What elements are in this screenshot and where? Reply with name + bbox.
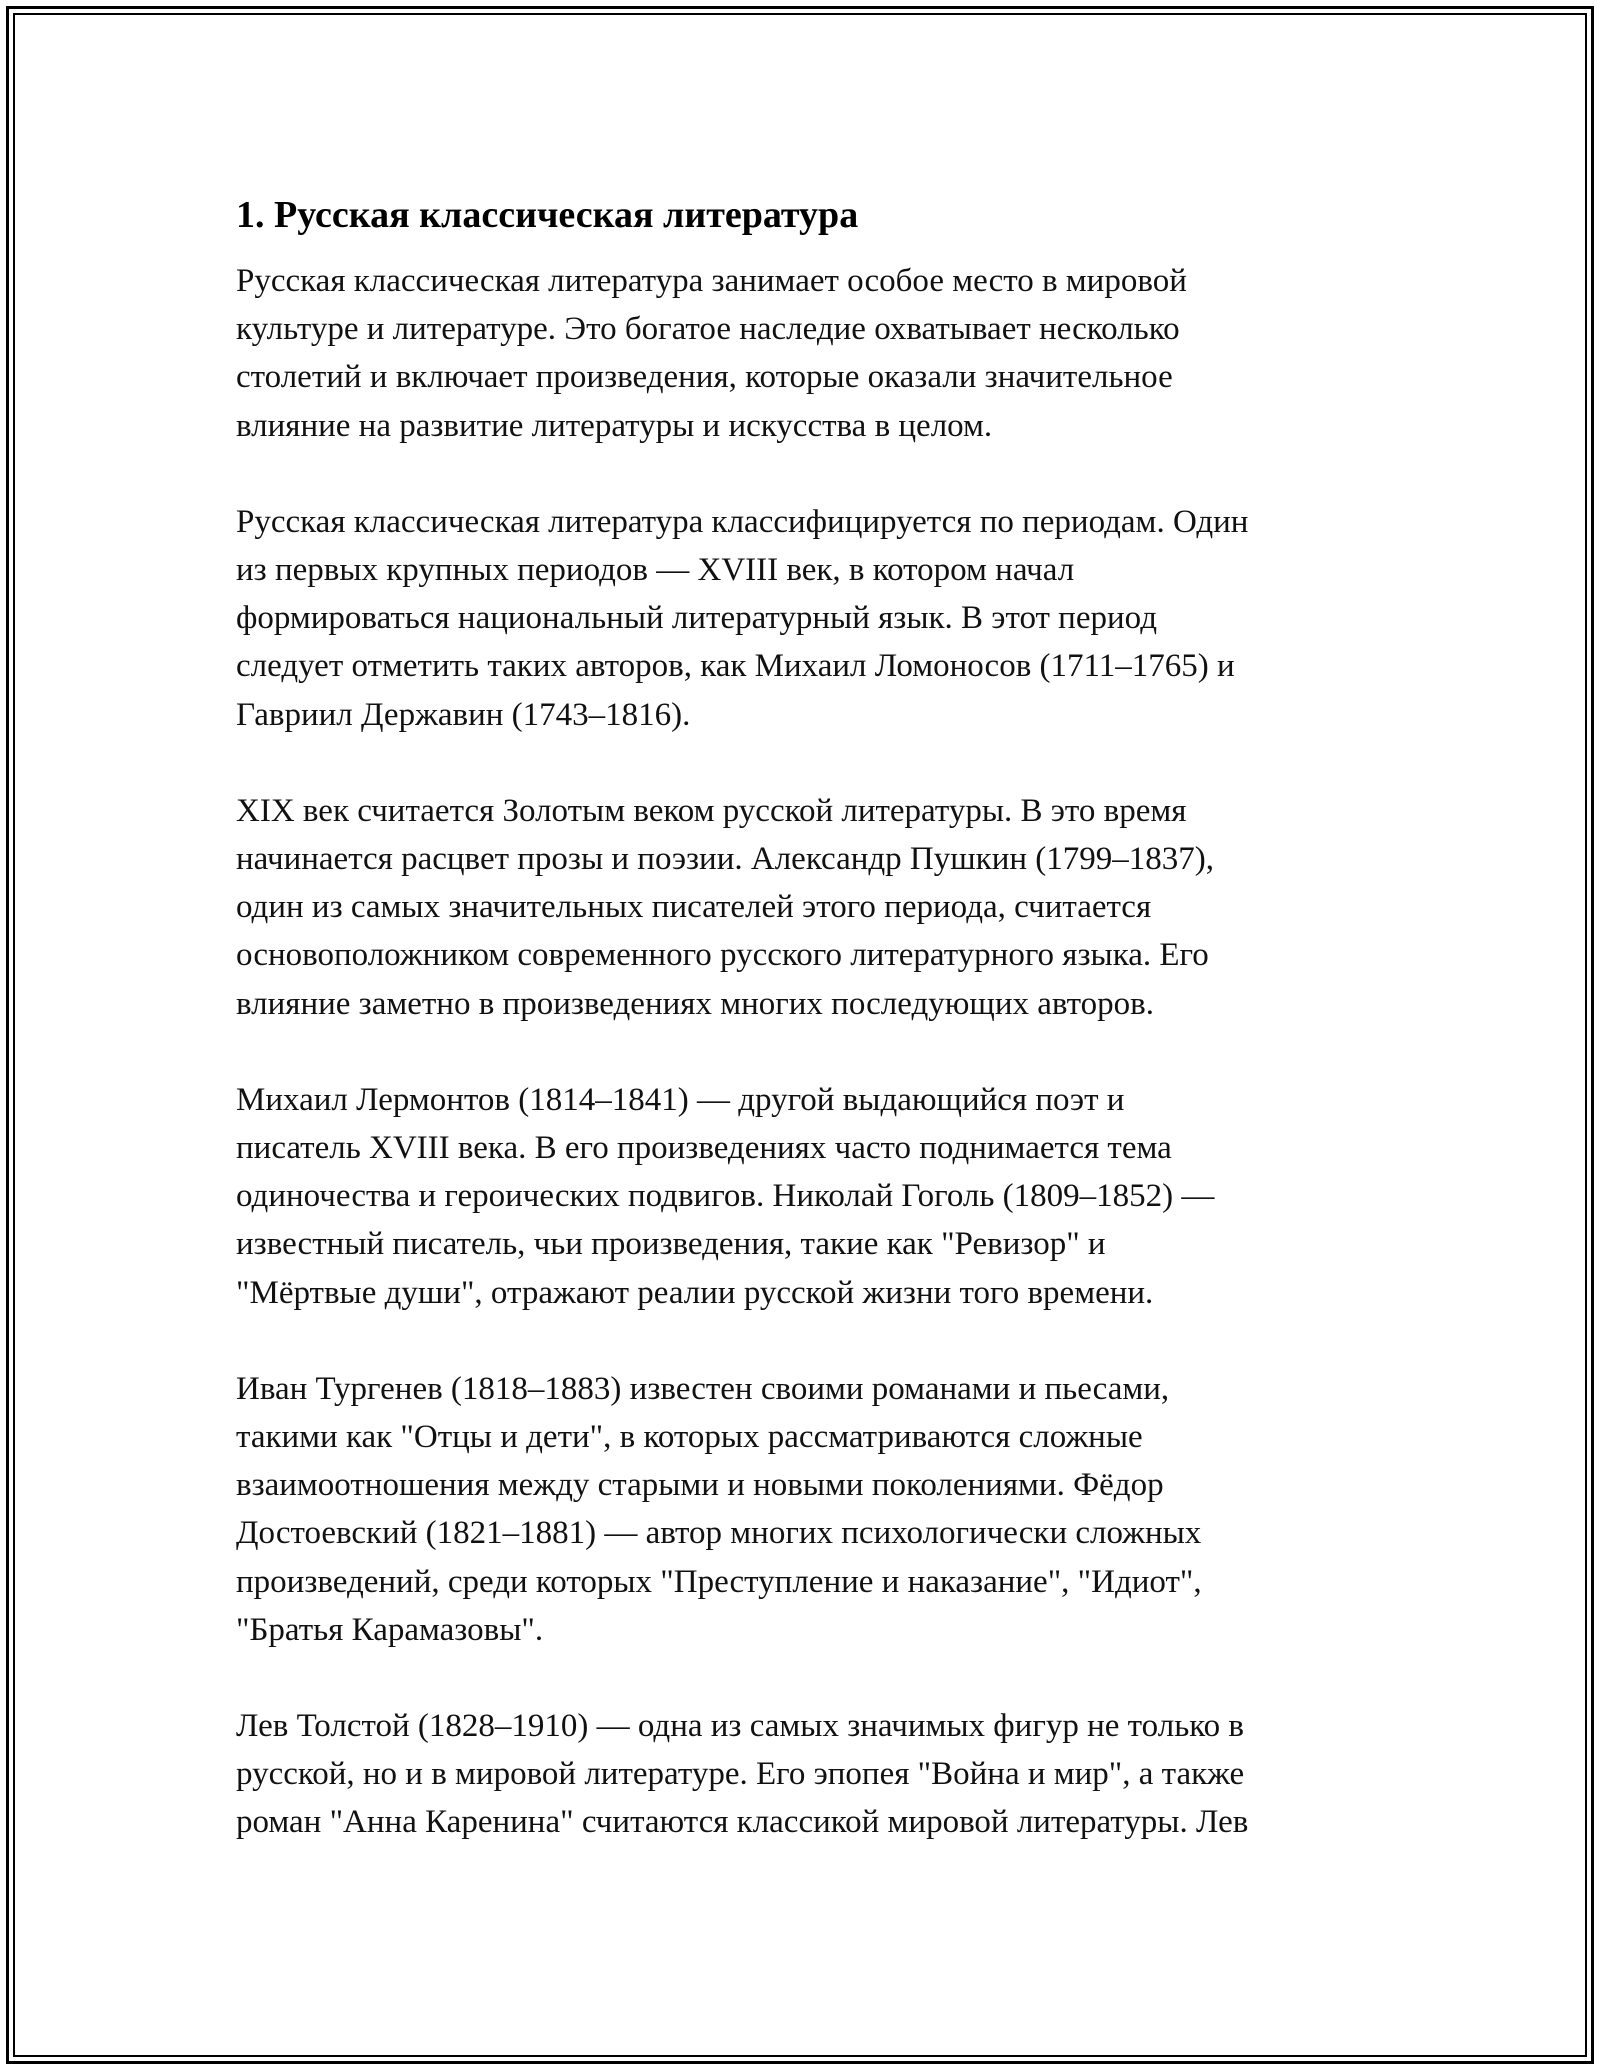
paragraph xyxy=(236,498,1376,739)
paragraph xyxy=(236,1702,1376,1847)
paragraph-line: такими как "Отцы и дети", в которых рассматриваются сложные xyxy=(236,1419,1143,1456)
paragraph xyxy=(236,1365,1376,1654)
paragraph-line: русской, но и в мировой литературе. Его эпопея "Война и мир", а также xyxy=(236,1756,1245,1793)
paragraph-line: взаимоотношения между старыми и новыми поколениями. Фёдор xyxy=(236,1467,1164,1504)
paragraph-line: культуре и литературе. Это богатое наследие охватывает несколько xyxy=(236,311,1180,348)
paragraph xyxy=(236,787,1376,1028)
paragraph-line: XIX век считается Золотым веком русской литературы. В это время xyxy=(236,792,1187,829)
paragraph-line: основоположником современного русского литературного языка. Его xyxy=(236,937,1209,974)
paragraph-line: одиночества и героических подвигов. Николай Гоголь (1809–1852) — xyxy=(236,1178,1215,1215)
paragraph-line: из первых крупных периодов — XVIII век, в котором начал xyxy=(236,552,1075,589)
paragraph-line: следует отметить таких авторов, как Михаил Ломоносов (1711–1765) и xyxy=(236,648,1235,685)
paragraph-line: Лев Толстой (1828–1910) — одна из самых значимых фигур не только в xyxy=(236,1708,1244,1745)
document-body xyxy=(236,185,1376,1895)
section-heading: 1. Русская классическая литература xyxy=(236,194,859,236)
paragraph-line: Иван Тургенев (1818–1883) известен своими романами и пьесами, xyxy=(236,1370,1170,1407)
paragraph-line: "Братья Карамазовы". xyxy=(236,1611,544,1648)
paragraph-line: начинается расцвет прозы и поэзии. Александр Пушкин (1799–1837), xyxy=(236,841,1214,878)
paragraph-line: влияние заметно в произведениях многих последующих авторов. xyxy=(236,985,1154,1022)
paragraph-line: известный писатель, чьи произведения, такие как "Ревизор" и xyxy=(236,1226,1106,1263)
paragraph-line: Михаил Лермонтов (1814–1841) — другой выдающийся поэт и xyxy=(236,1081,1125,1118)
paragraph-line: Русская классическая литература классифицируется по периодам. Один xyxy=(236,503,1249,540)
paragraph-line: произведений, среди которых "Преступление и наказание", "Идиот", xyxy=(236,1563,1202,1600)
paragraph-line: Русская классическая литература занимает особое место в мировой xyxy=(236,263,1187,299)
paragraph-line: Гавриил Державин (1743–1816). xyxy=(236,696,691,733)
paragraph xyxy=(236,257,1376,450)
paragraph-line: влияние на развитие литературы и искусства в целом. xyxy=(236,407,993,444)
paragraph-line: формироваться национальный литературный язык. В этот период xyxy=(236,600,1157,637)
paragraph xyxy=(236,1076,1376,1317)
paragraphs-container xyxy=(236,257,1376,1847)
paragraph-line: "Мёртвые души", отражают реалии русской жизни того времени. xyxy=(236,1274,1154,1311)
paragraph-line: Достоевский (1821–1881) — автор многих психологически сложных xyxy=(236,1515,1202,1552)
paragraph-line: столетий и включает произведения, которые оказали значительное xyxy=(236,359,1173,396)
paragraph-line: роман "Анна Каренина" считаются классикой мировой литературы. Лев xyxy=(236,1804,1249,1841)
paragraph-line: один из самых значительных писателей этого периода, считается xyxy=(236,889,1152,926)
paragraph-line: писатель XVIII века. В его произведениях часто поднимается тема xyxy=(236,1130,1172,1167)
